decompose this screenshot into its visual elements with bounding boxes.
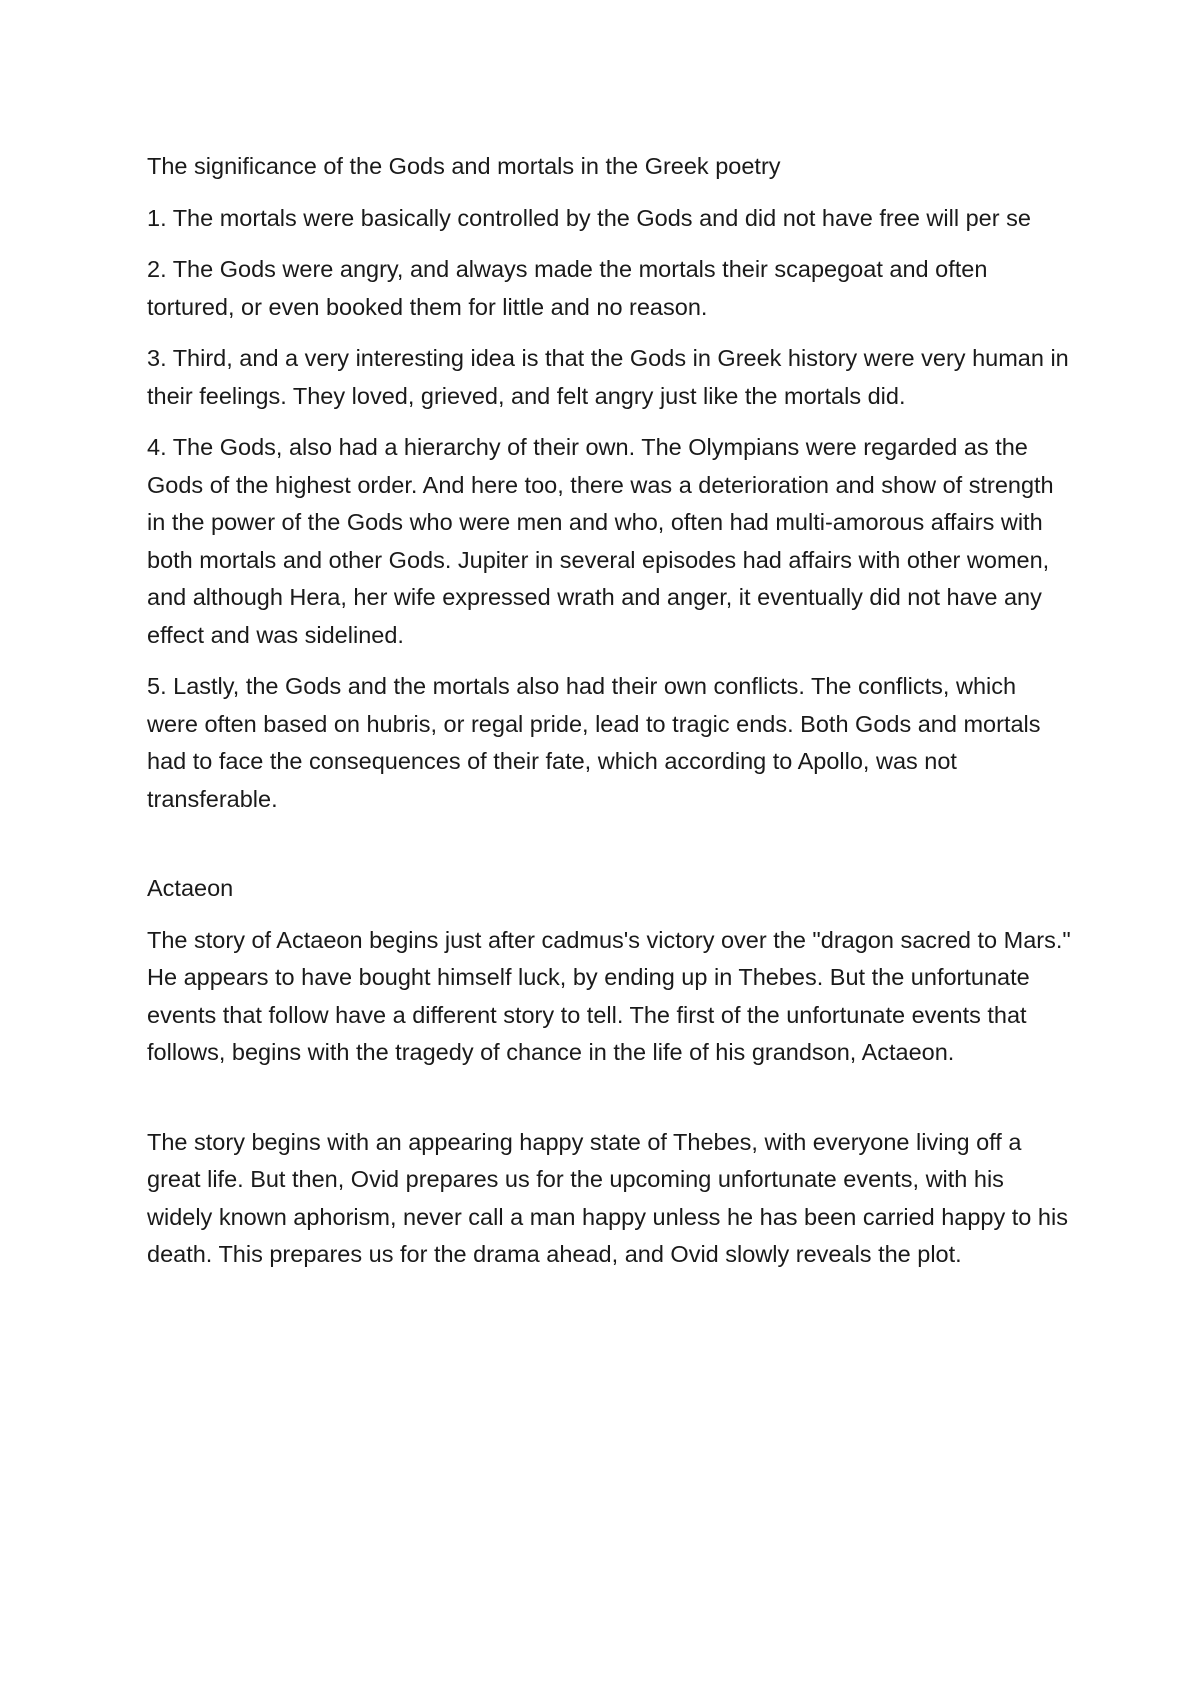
list-item: 5. Lastly, the Gods and the mortals also had their own conflicts. The conflicts, which were often based on hubris, or regal pride, lead to tragic ends. Both Gods and mortals had to face the consequences of their fate, which according to Apollo, was not transferable. <box>147 673 1041 812</box>
list-item: 4. The Gods, also had a hierarchy of their own. The Olympians were regarded as the Gods of the highest order. And here too, there was a deterioration and show of strength in the power of the Gods who were men and who, often had multi-amorous affairs with both mortals and other Gods. Jupiter in several episodes had affairs with other women, and although Hera, her wife expressed wrath and anger, it eventually did not have any effect and was sidelined. <box>147 434 1054 648</box>
list-item: 3. Third, and a very interesting idea is that the Gods in Greek history were very human in their feelings. They loved, grieved, and felt angry just like the mortals did. <box>147 345 1069 409</box>
document-body <box>147 148 1073 1288</box>
list-item: 1. The mortals were basically controlled by the Gods and did not have free will per se <box>147 204 1031 231</box>
paragraph: The story of Actaeon begins just after cadmus's victory over the "dragon sacred to Mars." He appears to have bought himself luck, by ending up in Thebes. But the unfortunate events that follow have a different story to tell. The first of the unfortunate events that follows, begins with the tragedy of chance in the life of his grandson, Actaeon. <box>147 926 1071 1065</box>
document-title: The significance of the Gods and mortals in the Greek poetry <box>147 153 781 179</box>
section-heading: Actaeon <box>147 875 234 901</box>
paragraph: The story begins with an appearing happy state of Thebes, with everyone living off a great life. But then, Ovid prepares us for the upcoming unfortunate events, with his widely known aphorism, never call a man happy unless he has been carried happy to his death. This prepares us for the drama ahead, and Ovid slowly reveals the plot. <box>147 1128 1068 1267</box>
list-item: 2. The Gods were angry, and always made the mortals their scapegoat and often tortured, or even booked them for little and no reason. <box>147 256 988 320</box>
